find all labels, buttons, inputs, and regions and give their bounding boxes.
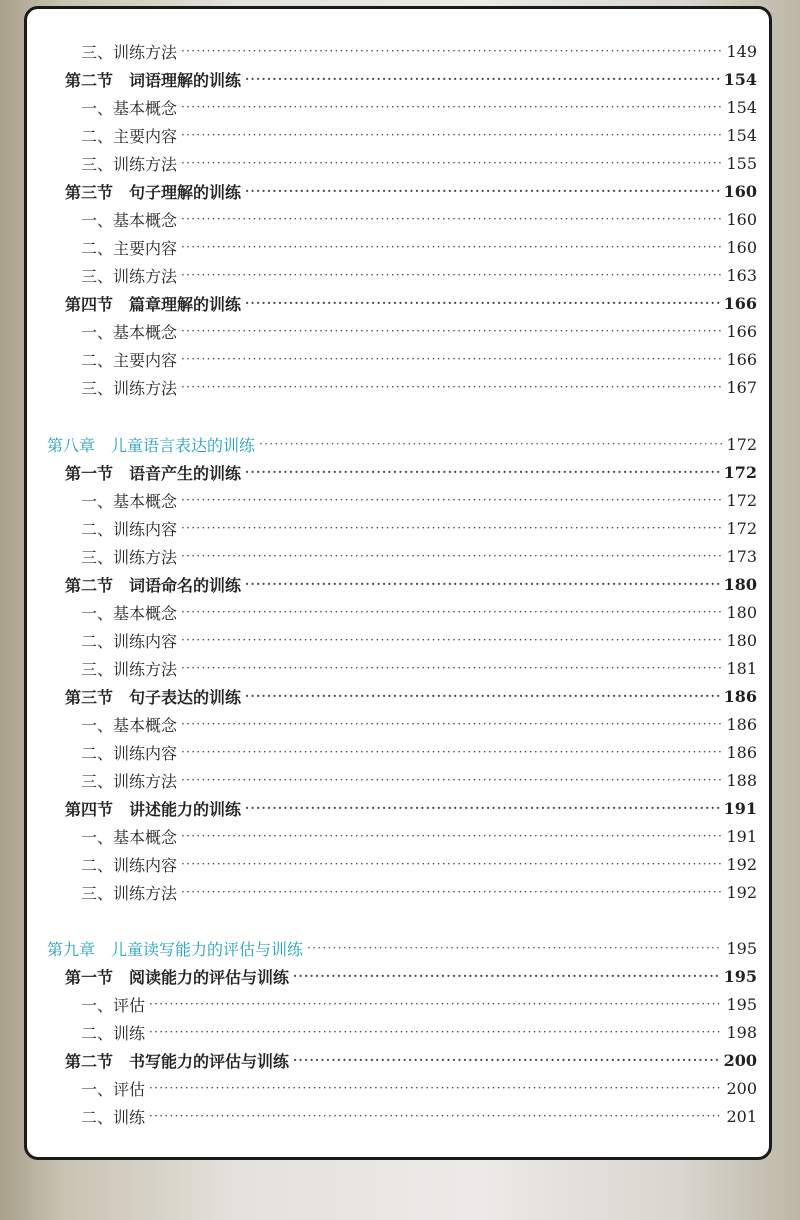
toc-entry-page: 191 bbox=[726, 826, 757, 846]
toc-entry-page: 160 bbox=[723, 181, 757, 201]
toc-entry-label: 二、训练内容 bbox=[81, 519, 178, 539]
toc-entry-page: 192 bbox=[726, 854, 757, 874]
toc-entry-page: 173 bbox=[726, 546, 757, 566]
toc-entry bbox=[65, 570, 757, 598]
toc-entry bbox=[81, 990, 757, 1018]
toc-entry-label: 一、基本概念 bbox=[81, 827, 178, 847]
leader-dots bbox=[181, 710, 722, 738]
toc-entry-page: 181 bbox=[726, 658, 757, 678]
toc-entry bbox=[81, 121, 757, 149]
toc-entry bbox=[81, 317, 757, 345]
toc-entry bbox=[65, 682, 757, 710]
leader-dots bbox=[181, 37, 722, 65]
leader-dots bbox=[181, 261, 722, 289]
leader-dots bbox=[181, 345, 722, 373]
toc-entry-label: 二、训练 bbox=[81, 1107, 146, 1127]
leader-dots bbox=[245, 682, 720, 710]
toc-entry-label: 第三节 句子理解的训练 bbox=[65, 182, 242, 202]
toc-entry bbox=[81, 766, 757, 794]
toc-entry bbox=[81, 205, 757, 233]
leader-dots bbox=[149, 990, 722, 1018]
toc-entry bbox=[65, 962, 757, 990]
toc-entry-page: 186 bbox=[726, 714, 757, 734]
leader-dots bbox=[181, 233, 722, 261]
toc-entry-label: 二、主要内容 bbox=[81, 238, 178, 258]
toc-entry-label: 二、训练内容 bbox=[81, 631, 178, 651]
toc-entry-label: 第二节 词语命名的训练 bbox=[65, 575, 242, 595]
leader-dots bbox=[245, 177, 720, 205]
leader-dots bbox=[245, 570, 720, 598]
leader-dots bbox=[181, 486, 722, 514]
leader-dots bbox=[181, 93, 722, 121]
toc-entry bbox=[81, 486, 757, 514]
toc-entry-page: 163 bbox=[726, 265, 757, 285]
toc-entry bbox=[81, 1018, 757, 1046]
toc-entry-label: 第九章 儿童读写能力的评估与训练 bbox=[47, 939, 304, 959]
toc-entry-label: 三、训练方法 bbox=[81, 266, 178, 286]
toc-entry bbox=[65, 177, 757, 205]
toc-entry-page: 200 bbox=[726, 1078, 757, 1098]
toc-entry-page: 195 bbox=[726, 994, 757, 1014]
toc-entry-label: 第二节 词语理解的训练 bbox=[65, 70, 242, 90]
toc-entry-page: 172 bbox=[726, 434, 757, 454]
toc-entry-label: 三、训练方法 bbox=[81, 771, 178, 791]
toc-entry-label: 第四节 讲述能力的训练 bbox=[65, 799, 242, 819]
toc-entry-page: 191 bbox=[723, 798, 757, 818]
toc-entry bbox=[81, 1074, 757, 1102]
toc-entry bbox=[81, 822, 757, 850]
leader-dots bbox=[181, 766, 722, 794]
toc-entry-label: 第四节 篇章理解的训练 bbox=[65, 294, 242, 314]
toc-entry-page: 192 bbox=[726, 882, 757, 902]
toc-entry-label: 一、评估 bbox=[81, 1079, 146, 1099]
toc-entry-page: 166 bbox=[726, 349, 757, 369]
toc-entry bbox=[81, 93, 757, 121]
toc-entry-label: 二、训练内容 bbox=[81, 855, 178, 875]
leader-dots bbox=[307, 934, 722, 962]
toc-entry-label: 三、训练方法 bbox=[81, 883, 178, 903]
toc-entry-page: 172 bbox=[726, 518, 757, 538]
toc-entry-label: 一、基本概念 bbox=[81, 210, 178, 230]
leader-dots bbox=[149, 1018, 722, 1046]
toc-entry-label: 一、基本概念 bbox=[81, 98, 178, 118]
toc-entry-label: 第八章 儿童语言表达的训练 bbox=[47, 435, 256, 455]
toc-entry-page: 167 bbox=[726, 377, 757, 397]
leader-dots bbox=[181, 317, 722, 345]
toc-entry bbox=[65, 794, 757, 822]
toc-entry-page: 166 bbox=[723, 293, 757, 313]
toc-entry bbox=[65, 458, 757, 486]
leader-dots bbox=[181, 205, 722, 233]
toc-entry-label: 三、训练方法 bbox=[81, 547, 178, 567]
leader-dots bbox=[181, 598, 722, 626]
toc-entry bbox=[81, 233, 757, 261]
toc-entry-page: 149 bbox=[726, 41, 757, 61]
toc-entry-page: 186 bbox=[726, 742, 757, 762]
toc-entry bbox=[65, 65, 757, 93]
leader-dots bbox=[259, 430, 722, 458]
toc-entry bbox=[81, 626, 757, 654]
leader-dots bbox=[181, 738, 722, 766]
toc-entry-page: 198 bbox=[726, 1022, 757, 1042]
toc-chapter-entry bbox=[47, 934, 757, 962]
toc-entry-page: 200 bbox=[723, 1050, 757, 1070]
toc-entry-label: 三、训练方法 bbox=[81, 42, 178, 62]
toc-entry bbox=[81, 542, 757, 570]
toc-entry-page: 155 bbox=[726, 153, 757, 173]
toc-entry-label: 三、训练方法 bbox=[81, 154, 178, 174]
toc-entry-page: 160 bbox=[726, 237, 757, 257]
leader-dots bbox=[149, 1102, 722, 1130]
toc-entry bbox=[81, 598, 757, 626]
toc-entry-page: 166 bbox=[726, 321, 757, 341]
leader-dots bbox=[245, 794, 720, 822]
toc-entry bbox=[65, 1046, 757, 1074]
leader-dots bbox=[293, 962, 720, 990]
leader-dots bbox=[181, 514, 722, 542]
leader-dots bbox=[181, 822, 722, 850]
toc-entry-label: 三、训练方法 bbox=[81, 378, 178, 398]
toc-entry-page: 154 bbox=[726, 97, 757, 117]
toc-entry-label: 二、主要内容 bbox=[81, 126, 178, 146]
toc-entry-page: 180 bbox=[723, 574, 757, 594]
toc-entry bbox=[81, 261, 757, 289]
leader-dots bbox=[181, 626, 722, 654]
toc-entry-label: 第一节 语音产生的训练 bbox=[65, 463, 242, 483]
toc-entry-page: 172 bbox=[723, 462, 757, 482]
leader-dots bbox=[149, 1074, 722, 1102]
toc-entry-label: 一、基本概念 bbox=[81, 715, 178, 735]
toc-entry-label: 三、训练方法 bbox=[81, 659, 178, 679]
toc-entry-page: 172 bbox=[726, 490, 757, 510]
toc-entry bbox=[81, 738, 757, 766]
toc-entry-page: 154 bbox=[723, 69, 757, 89]
toc-entry-page: 188 bbox=[726, 770, 757, 790]
leader-dots bbox=[245, 458, 720, 486]
toc-entry-label: 一、基本概念 bbox=[81, 322, 178, 342]
toc-chapter-entry bbox=[47, 430, 757, 458]
toc-entry-label: 二、训练 bbox=[81, 1023, 146, 1043]
toc-entry bbox=[81, 850, 757, 878]
toc-entry bbox=[81, 654, 757, 682]
toc-entry-page: 195 bbox=[723, 966, 757, 986]
toc-entry bbox=[81, 345, 757, 373]
toc-entry-label: 一、基本概念 bbox=[81, 603, 178, 623]
leader-dots bbox=[181, 121, 722, 149]
leader-dots bbox=[181, 878, 722, 906]
leader-dots bbox=[181, 850, 722, 878]
toc-entry-label: 二、主要内容 bbox=[81, 350, 178, 370]
toc-entry-label: 第二节 书写能力的评估与训练 bbox=[65, 1051, 290, 1071]
toc-entry-page: 154 bbox=[726, 125, 757, 145]
toc-entry-page: 186 bbox=[723, 686, 757, 706]
toc-entry-page: 180 bbox=[726, 602, 757, 622]
toc-entry-page: 180 bbox=[726, 630, 757, 650]
toc-entry-page: 160 bbox=[726, 209, 757, 229]
toc-entry bbox=[81, 710, 757, 738]
toc-entry-label: 一、评估 bbox=[81, 995, 146, 1015]
toc-page bbox=[24, 6, 772, 1160]
leader-dots bbox=[181, 542, 722, 570]
leader-dots bbox=[181, 373, 722, 401]
toc-entry bbox=[65, 289, 757, 317]
leader-dots bbox=[293, 1046, 720, 1074]
toc-entry-label: 第一节 阅读能力的评估与训练 bbox=[65, 967, 290, 987]
toc-entry bbox=[81, 514, 757, 542]
toc-entry-label: 二、训练内容 bbox=[81, 743, 178, 763]
toc-entry bbox=[81, 373, 757, 401]
leader-dots bbox=[181, 149, 722, 177]
toc-entry bbox=[81, 37, 757, 65]
leader-dots bbox=[245, 289, 720, 317]
toc-entry-label: 一、基本概念 bbox=[81, 491, 178, 511]
toc-entry-page: 195 bbox=[726, 938, 757, 958]
toc-entry bbox=[81, 149, 757, 177]
toc-entry bbox=[81, 878, 757, 906]
toc-entry-page: 201 bbox=[726, 1106, 757, 1126]
toc-entry-label: 第三节 句子表达的训练 bbox=[65, 687, 242, 707]
leader-dots bbox=[245, 65, 720, 93]
leader-dots bbox=[181, 654, 722, 682]
toc-entry bbox=[81, 1102, 757, 1130]
